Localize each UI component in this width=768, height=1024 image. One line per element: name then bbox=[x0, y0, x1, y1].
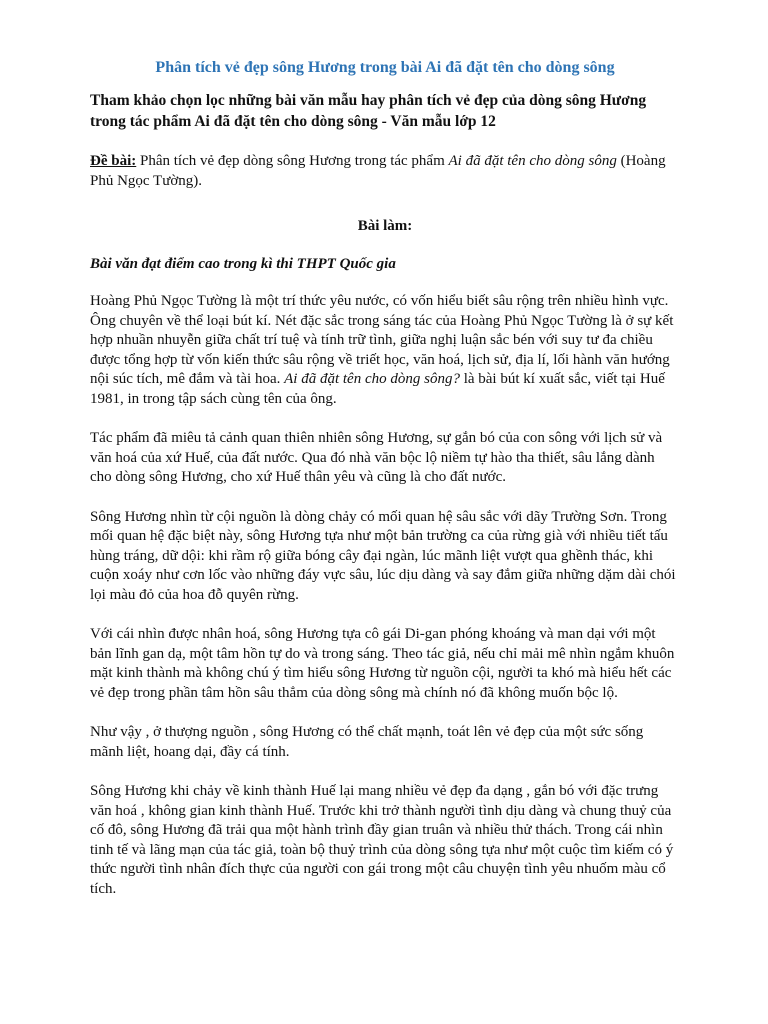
prompt-text-after: (Hoàng Phủ Ngọc Tường). bbox=[90, 153, 666, 189]
section-heading: Bài làm: bbox=[357, 218, 413, 234]
intro-text-before: Hoàng Phủ Ngọc Tường là một trí thức yêu nước, có vốn hiểu biết sâu rộng trên nhiều hình vực. Ông chuyên về thể loại bút kí. Nét đặc sắc trong sáng tác của Hoàng Phủ Ngọc Tường là ở sự kết hợp nhuần nhuyễn giữa chất trí tuệ và tính trữ tình, giữa nghị luận sắc bén với suy tư đa chiều được tổng hợp từ vốn kiến thức sâu rộng về triết học, văn hoá, lịch sử, địa lí, lối hành văn hướng nội súc tích, mê đắm và tài hoa. bbox=[90, 293, 674, 387]
document-title: Phân tích vẻ đẹp sông Hương trong bài Ai đã đặt tên cho dòng sông bbox=[155, 59, 615, 76]
paragraph: Như vậy , ở thượng nguồn , sông Hương có thể chất mạnh, toát lên vẻ đẹp của một sức sống mãnh liệt, hoang dại, đầy cá tính. bbox=[90, 724, 644, 760]
essay-prompt bbox=[90, 151, 680, 191]
paragraph: Tác phẩm đã miêu tả cảnh quan thiên nhiên sông Hương, sự gắn bó của con sông với lịch sử và văn hoá của xứ Huế, của đất nước. Qua đó nhà văn bộc lộ niềm tự hào tha thiết, sâu lắng dành cho dòng sông Hương, cho xứ Huế thân yêu và cũng là cho đất nước. bbox=[90, 430, 663, 485]
paragraph: Sông Hương nhìn từ cội nguồn là dòng chảy có mối quan hệ sâu sắc với dãy Trường Sơn. Trong mối quan hệ đặc biệt này, sông Hương tựa như một bản trường ca của rừng già với nhiều tiết tấu hùng tráng, dữ dội: khi rầm rộ giữa bóng cây đại ngàn, lúc mãnh liệt vượt qua ghềnh thác, khi cuộn xoáy như cơn lốc vào những đáy vực sâu, lúc dịu dàng và say đắm giữa những dặm dài chói lọi màu đỏ của hoa đỗ quyên rừng. bbox=[90, 508, 676, 603]
document-page bbox=[90, 58, 680, 899]
prompt-label: Đề bài: bbox=[90, 153, 137, 169]
paragraph: Với cái nhìn được nhân hoá, sông Hương tựa cô gái Di-gan phóng khoáng và man dại với một bản lĩnh gan dạ, một tâm hồn tự do và trong sáng. Theo tác giả, nếu chỉ mải mê nhìn ngắm khuôn mặt kinh thành mà không chú ý tìm hiểu sông Hương từ nguồn cội, người ta khó mà hiểu hết các vẻ đẹp trong phần tâm hồn sâu thẳm của dòng sông mà chính nó đã không muốn bộc lộ. bbox=[90, 626, 675, 701]
paragraph-intro bbox=[90, 292, 680, 409]
prompt-work-title: Ai đã đặt tên cho dòng sông bbox=[448, 153, 617, 169]
intro-work-title: Ai đã đặt tên cho dòng sông? bbox=[284, 371, 460, 387]
essay-heading: Bài văn đạt điểm cao trong kì thi THPT Quốc gia bbox=[90, 256, 396, 272]
prompt-text-before: Phân tích vẻ đẹp dòng sông Hương trong tác phẩm bbox=[136, 153, 449, 169]
intro-text-after: là bài bút kí xuất sắc, viết tại Huế 1981, in trong tập sách cùng tên của ông. bbox=[90, 371, 665, 407]
paragraph: Sông Hương khi chảy về kinh thành Huế lại mang nhiều vẻ đẹp đa dạng , gắn bó với đặc trưng văn hoá , không gian kinh thành Huế. Trước khi trở thành người tình dịu dàng và chung thuỷ của cố đô, sông Hương đã trải qua một hành trình đầy gian truân và nhiều thử thách. Trong cái nhìn tinh tế và lãng mạn của tác giả, toàn bộ thuỷ trình của dòng sông tựa như một cuộc tìm kiếm có ý thức người tình nhân đích thực của người con gái trong một câu chuyện tình yêu nhuốm màu cổ tích. bbox=[90, 783, 674, 897]
document-subtitle: Tham khảo chọn lọc những bài văn mẫu hay phân tích vẻ đẹp của dòng sông Hương trong tác phẩm Ai đã đặt tên cho dòng sông - Văn mẫu lớp 12 bbox=[90, 92, 647, 130]
